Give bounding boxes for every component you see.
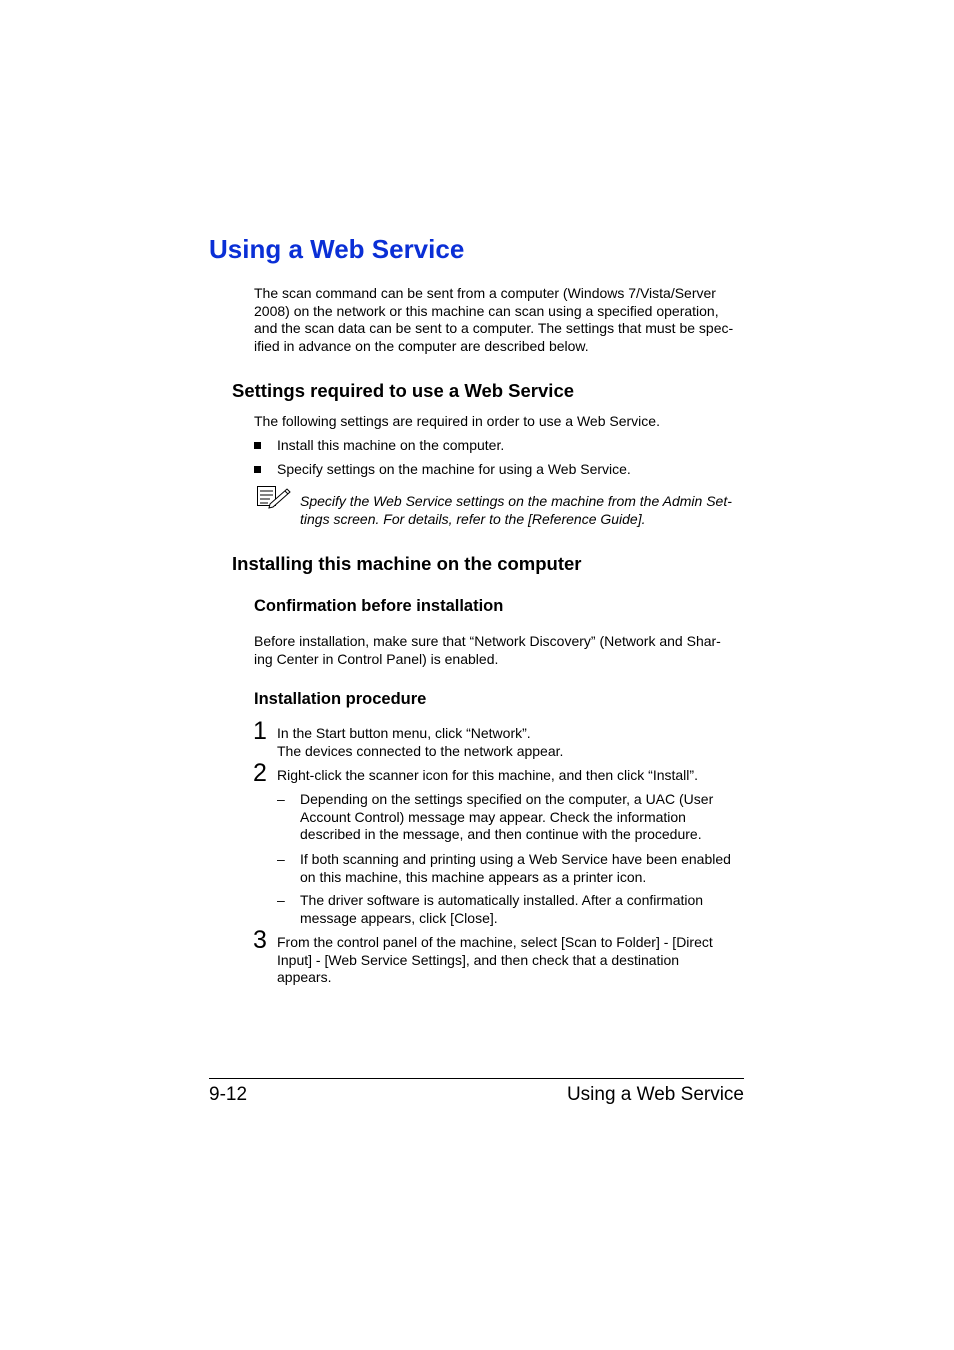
dash-line: Account Control) message may appear. Check the information [300,808,686,825]
page-title: Using a Web Service [209,234,465,264]
note-text [300,493,732,528]
bullet-item: Specify settings on the machine for using a Web Service. [277,461,631,477]
confirmation-text [254,633,721,668]
dash-line: message appears, click [Close]. [300,909,498,926]
dash-item [300,892,703,927]
step-text [277,934,713,987]
settings-lead: The following settings are required in order to use a Web Service. [254,413,660,429]
confirmation-line: ing Center in Control Panel) is enabled. [254,650,499,667]
note-line: tings screen. For details, refer to the [Reference Guide]. [300,510,646,527]
intro-line: and the scan data can be sent to a computer. The settings that must be spec- [254,320,734,337]
footer-chapter-title: Using a Web Service [566,1084,744,1105]
step-text [277,725,563,760]
bullet-square-icon [254,466,261,473]
step-line: Input] - [Web Service Settings], and then check that a destination [277,951,680,968]
footer-page-number: 9-12 [209,1084,248,1105]
dash-line: If both scanning and printing using a Web Service have been enabled [300,851,731,867]
intro-paragraph [254,285,733,355]
step-line: The devices connected to the network appear. [277,742,564,759]
dash-mark: – [277,791,285,807]
dash-line: Depending on the settings specified on the computer, a UAC (User [300,791,714,807]
intro-line: The scan command can be sent from a computer (Windows 7/Vista/Server [254,285,716,301]
footer-rule [209,1078,744,1079]
step-number: 2 [253,759,267,787]
dash-item [300,851,731,886]
bullet-square-icon [254,442,261,449]
step-number: 3 [253,926,267,954]
dash-line: described in the message, and then continue with the procedure. [300,826,702,843]
dash-mark: – [277,851,285,867]
intro-line: ified in advance on the computer are described below. [254,337,589,354]
dash-line: on this machine, this machine appears as a printer icon. [300,868,647,885]
note-pencil-icon [256,485,292,509]
step-line: appears. [277,969,332,986]
bullet-item: Install this machine on the computer. [277,437,505,453]
subheading-confirmation: Confirmation before installation [254,597,504,615]
step-line: From the control panel of the machine, select [Scan to Folder] - [Direct [277,934,713,950]
note-line: Specify the Web Service settings on the machine from the Admin Set- [300,493,732,509]
step-text: Right-click the scanner icon for this machine, and then click “Install”. [277,767,698,783]
subheading-procedure: Installation procedure [254,690,427,708]
dash-item [300,791,713,844]
dash-line: The driver software is automatically installed. After a confirmation [300,892,704,908]
intro-line: 2008) on the network or this machine can scan using a specified operation, [254,302,719,319]
section-heading-settings: Settings required to use a Web Service [232,380,575,401]
step-line: In the Start button menu, click “Network”. [277,725,531,741]
section-heading-installing: Installing this machine on the computer [232,553,582,574]
step-number: 1 [253,717,267,745]
confirmation-line: Before installation, make sure that “Network Discovery” (Network and Shar- [254,633,721,649]
dash-mark: – [277,892,285,908]
